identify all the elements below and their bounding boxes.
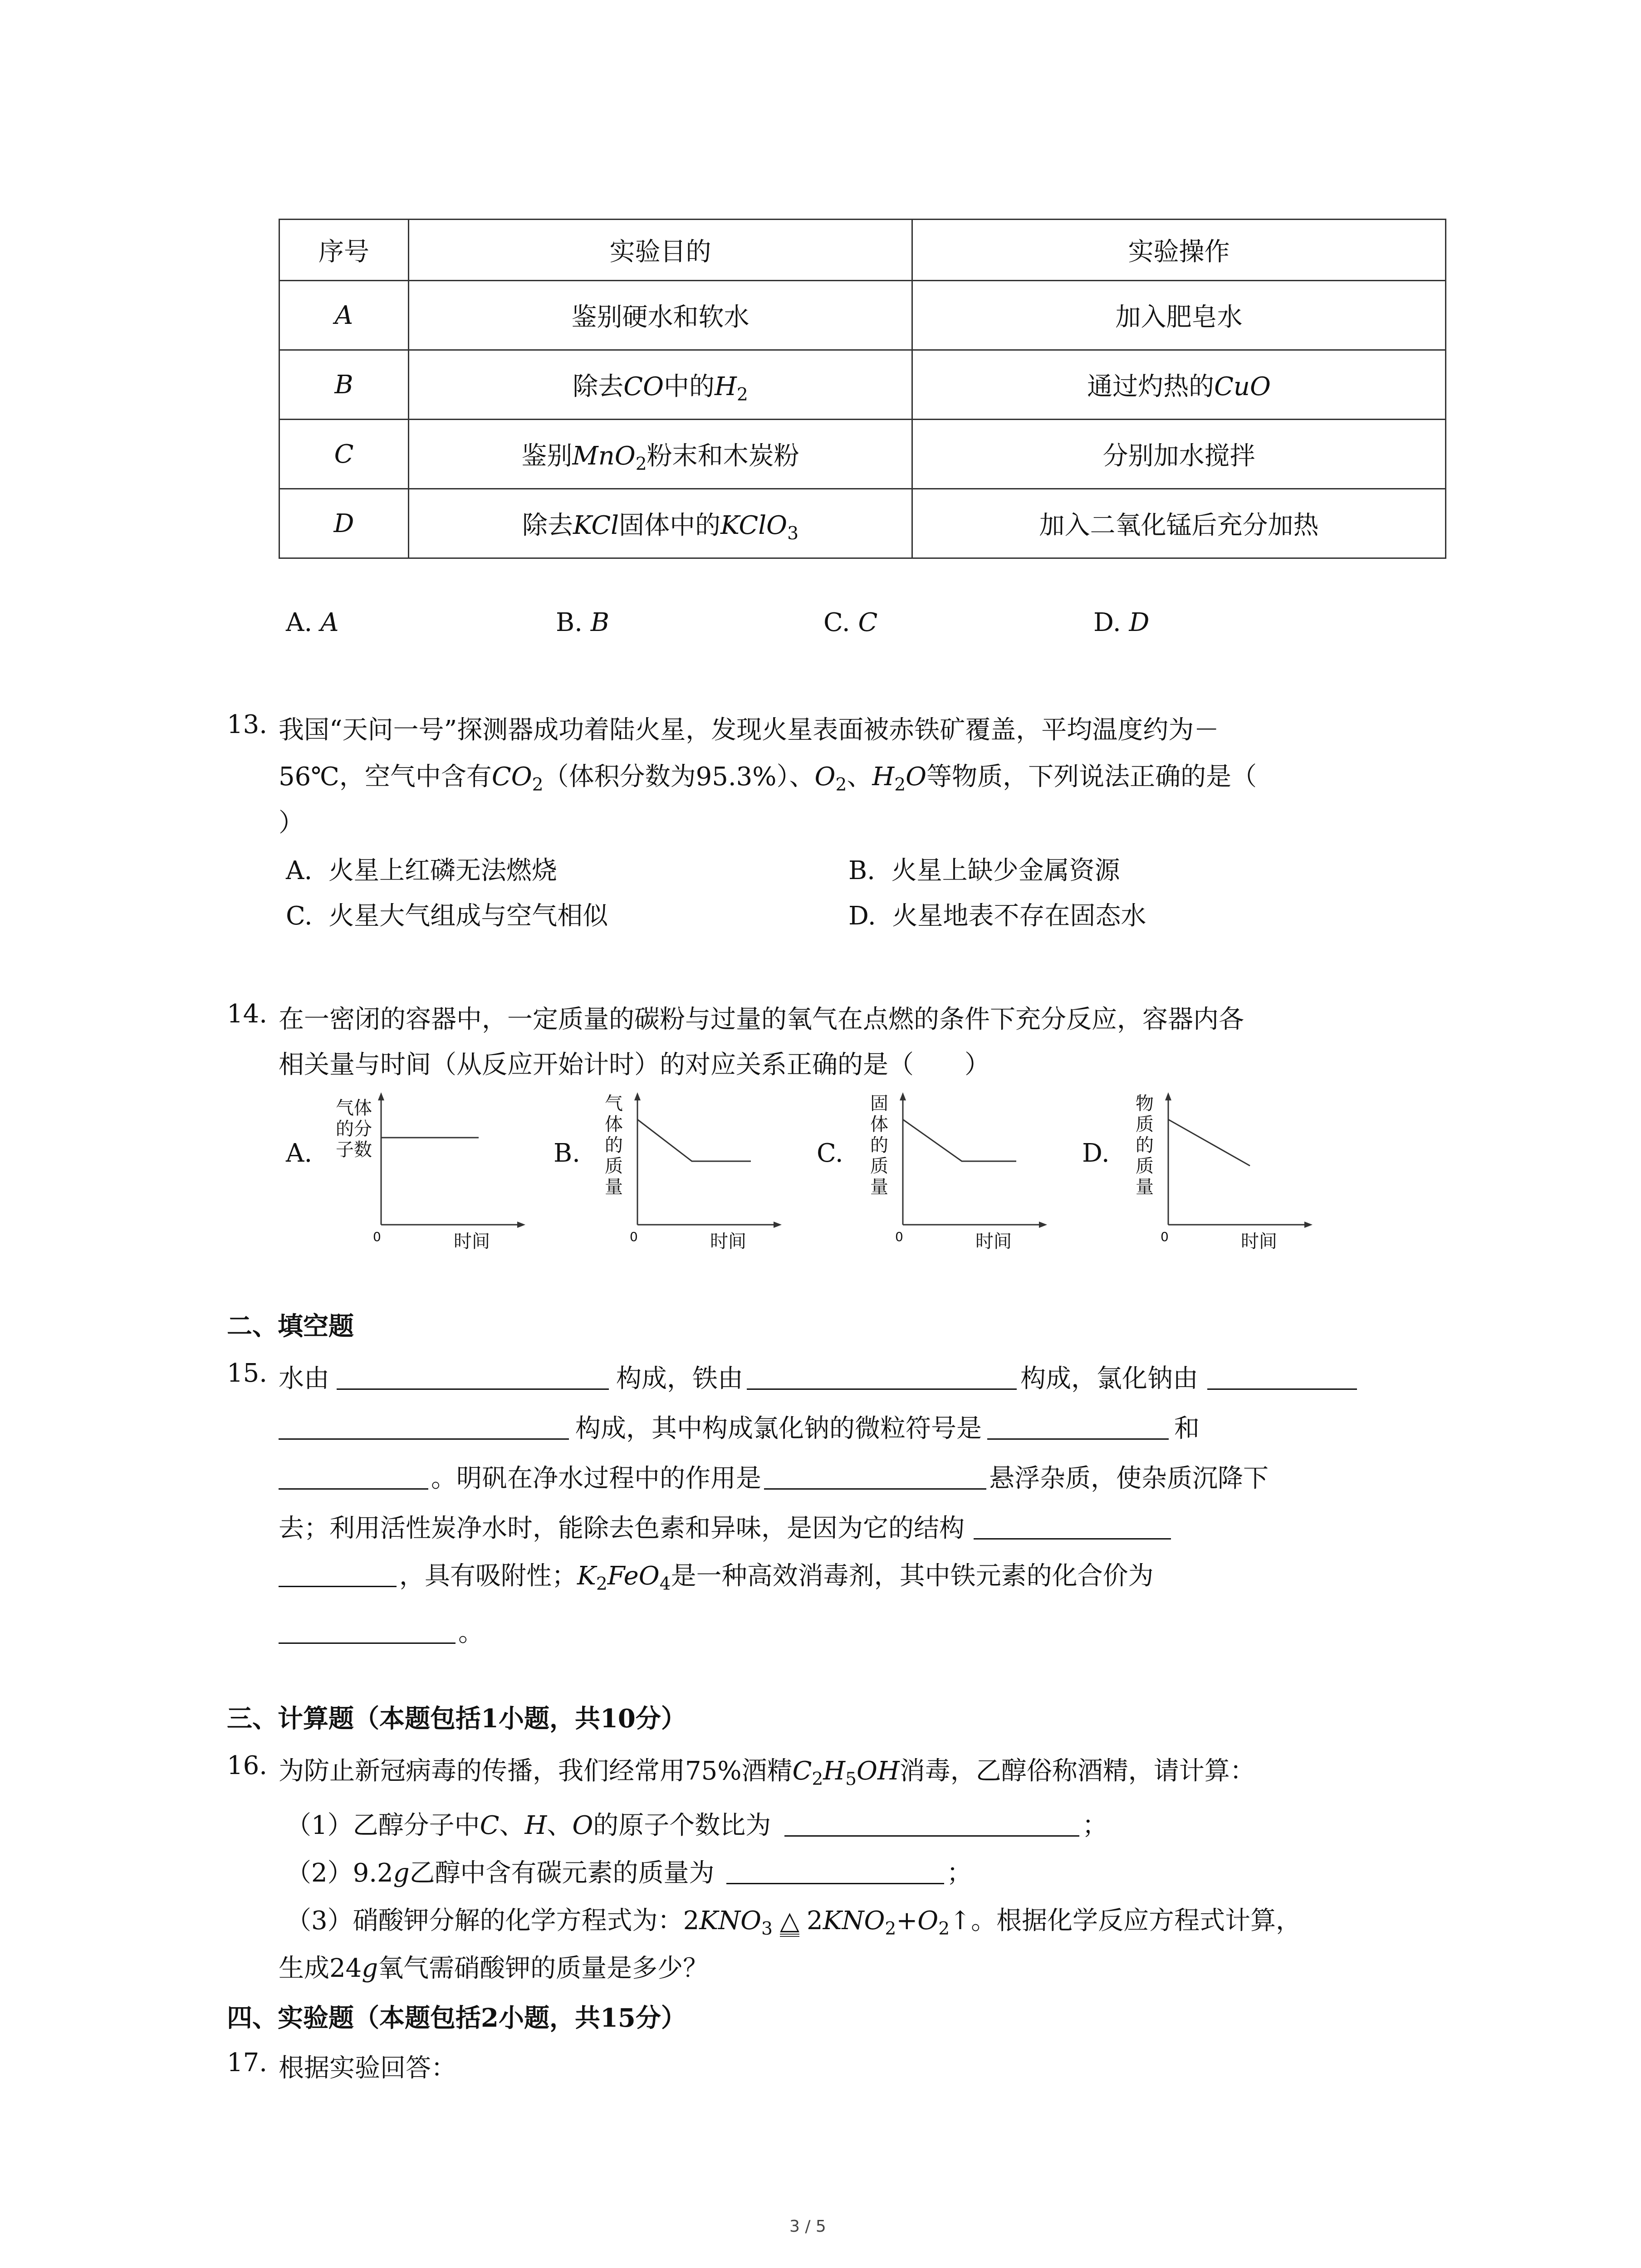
text: 固体中的 <box>619 511 721 540</box>
option-label: A. <box>286 608 313 637</box>
text: （1）乙醇分子中 <box>286 1811 480 1840</box>
answer-blank[interactable] <box>764 1463 986 1490</box>
option-value: D <box>1129 608 1150 637</box>
answer-blank[interactable] <box>726 1857 944 1884</box>
formula: KCl <box>573 511 619 540</box>
x-axis-arrow <box>774 1222 782 1228</box>
text: ； <box>1082 1811 1108 1840</box>
x-axis-arrow <box>517 1222 525 1228</box>
text: 构成，氯化钠由 <box>1020 1364 1198 1393</box>
q13-option-d <box>848 896 1146 932</box>
text: 。根据化学反应方程式计算， <box>971 1906 1302 1936</box>
text: ，具有吸附性； <box>399 1561 577 1591</box>
option-text: 火星大气组成与空气相似 <box>328 901 608 931</box>
text: 水由 <box>279 1364 329 1393</box>
subscript: 2 <box>532 774 544 795</box>
table-cell-operation: 加入二氧化锰后充分加热 <box>912 489 1446 558</box>
option-label: C. <box>286 901 313 931</box>
answer-blank[interactable] <box>279 1560 397 1587</box>
subscript: 2 <box>596 1574 607 1594</box>
text: （2）9.2 <box>286 1858 393 1888</box>
x-axis-arrow <box>1304 1222 1313 1228</box>
formula: CuO <box>1214 372 1271 401</box>
text: 除去 <box>522 511 573 540</box>
subscript: 2 <box>635 454 647 474</box>
y-axis-arrow <box>1165 1092 1171 1100</box>
q14-line2: 相关量与时间（从反应开始计时）的对应关系正确的是（ ） <box>279 1050 990 1080</box>
text: 构成，其中构成氯化钠的微粒符号是 <box>575 1414 982 1443</box>
text: 粉末和木炭粉 <box>647 441 799 471</box>
graph-d-xlabel: 时间 <box>1241 1231 1277 1252</box>
option-text: 火星地表不存在固态水 <box>892 901 1146 931</box>
subscript: 2 <box>736 384 748 405</box>
q13-line1: 我国“天问一号”探测器成功着陆火星，发现火星表面被赤铁矿覆盖，平均温度约为－ <box>279 715 1220 745</box>
table-header-cell: 实验操作 <box>912 220 1446 281</box>
q16-number: 16. <box>227 1751 268 1780</box>
subscript: 3 <box>787 523 799 544</box>
formula: FeO <box>607 1561 660 1591</box>
ylabel-line: 量 <box>605 1177 623 1198</box>
q13-option-c <box>286 896 608 932</box>
text: 和 <box>1174 1414 1200 1443</box>
table-cell-purpose <box>409 350 912 420</box>
formula: H <box>823 1756 846 1786</box>
graph-d-origin: 0 <box>1161 1229 1169 1244</box>
formula: O <box>917 1906 939 1936</box>
graph-d-label: D. <box>1082 1139 1110 1168</box>
q15-line4 <box>279 1508 1171 1545</box>
q13-option-a <box>286 850 557 887</box>
graph-b-xlabel: 时间 <box>710 1231 746 1252</box>
graph-b-origin: 0 <box>630 1229 638 1244</box>
text: 、 <box>547 1811 573 1840</box>
ylabel-line: 的 <box>1136 1135 1154 1156</box>
graph-b-plot <box>594 1089 794 1247</box>
answer-blank[interactable] <box>279 1463 428 1490</box>
q14-line1: 在一密闭的容器中，一定质量的碳粉与过量的氧气在点燃的条件下充分反应，容器内各 <box>279 1005 1244 1034</box>
y-axis-arrow <box>900 1092 906 1100</box>
formula: H <box>714 372 737 401</box>
table-cell-id: A <box>279 281 409 350</box>
q15-line2 <box>279 1408 1200 1445</box>
q16-sub3 <box>286 1901 1301 1937</box>
text: 除去 <box>573 372 624 401</box>
option-label: D. <box>1093 608 1121 637</box>
graph-a-plot <box>336 1089 535 1247</box>
formula: C <box>792 1756 812 1786</box>
formula: KNO <box>823 1906 885 1936</box>
option-value: B <box>590 608 609 637</box>
answer-blank[interactable] <box>279 1617 456 1644</box>
graph-d <box>1125 1089 1325 1252</box>
ylabel-line: 质 <box>605 1156 623 1177</box>
q17-number: 17. <box>227 2048 268 2077</box>
q15-line6 <box>279 1613 484 1649</box>
text: 鉴别 <box>521 441 573 471</box>
data-curve <box>637 1119 751 1161</box>
option-text: 火星上缺少金属资源 <box>891 856 1120 885</box>
option-label: B. <box>556 608 583 637</box>
text: （体积分数为 <box>543 762 696 792</box>
text: 通过灼热的 <box>1087 372 1215 401</box>
text: 构成，铁由 <box>616 1364 743 1393</box>
answer-blank[interactable] <box>987 1413 1169 1440</box>
text: ； <box>946 1858 972 1888</box>
page-number: 3 / 5 <box>789 2217 826 2236</box>
graph-a-origin: 0 <box>373 1229 381 1244</box>
y-axis-arrow <box>634 1092 641 1100</box>
q17-text: 根据实验回答： <box>279 2053 456 2083</box>
data-curve <box>1168 1119 1250 1166</box>
triangle-icon: △ <box>779 1906 800 1936</box>
q16-sub2 <box>286 1853 972 1889</box>
subscript: 4 <box>659 1574 671 1594</box>
answer-blank[interactable] <box>784 1810 1079 1837</box>
text: 等物质，下列说法正确的是（ <box>926 762 1257 792</box>
q12-option-b <box>556 608 609 637</box>
ylabel-line: 物 <box>1136 1093 1154 1114</box>
q15-number: 15. <box>227 1359 268 1388</box>
formula: C <box>480 1811 500 1840</box>
section-heading: 二、填空题 <box>227 1311 354 1341</box>
graph-c <box>860 1089 1059 1252</box>
ylabel-line: 体 <box>605 1114 623 1135</box>
text: 56℃，空气中含有 <box>279 762 492 792</box>
formula: O <box>814 762 836 792</box>
subscript: 2 <box>885 1918 896 1939</box>
text: 去；利用活性炭净水时，能除去色素和异味，是因为它的结构 <box>279 1514 965 1543</box>
option-label: C. <box>823 608 850 637</box>
table-cell-purpose <box>409 420 912 489</box>
graph-a-label: A. <box>286 1139 313 1168</box>
section-heading: 三、计算题（本题包括1小题，共10分） <box>227 1704 686 1734</box>
text: + <box>896 1906 918 1936</box>
ylabel-line: 气体 <box>336 1098 372 1119</box>
q15-line5 <box>279 1556 1154 1592</box>
subscript: 2 <box>938 1918 950 1939</box>
text: 。明矾在净水过程中的作用是 <box>431 1464 761 1493</box>
table-row <box>279 350 1446 420</box>
answer-blank[interactable] <box>1207 1363 1357 1390</box>
section-heading: 四、实验题（本题包括2小题，共15分） <box>227 2003 686 2033</box>
x-axis-arrow <box>1039 1222 1047 1228</box>
answer-blank[interactable] <box>337 1363 609 1390</box>
graph-c-plot <box>860 1089 1059 1247</box>
text: 为防止新冠病毒的传播，我们经常用75%酒精 <box>279 1756 793 1786</box>
table-row <box>279 281 1446 350</box>
subscript: 3 <box>761 1918 773 1939</box>
table-cell-operation <box>912 350 1446 420</box>
unit: g <box>362 1954 378 1983</box>
q15-line3 <box>279 1458 1269 1495</box>
ylabel-line: 质 <box>870 1156 888 1177</box>
q16-sub3-line2 <box>279 1948 708 1984</box>
formula: H <box>524 1811 547 1840</box>
ylabel-line: 质 <box>1136 1114 1154 1135</box>
unit: g <box>393 1858 410 1888</box>
text: （3）硝酸钾分解的化学方程式为：2 <box>286 1906 700 1936</box>
formula: MnO <box>572 441 636 471</box>
table-cell-id: B <box>279 350 409 420</box>
formula: CO <box>623 372 664 401</box>
graph-c-origin: 0 <box>895 1229 903 1244</box>
formula: CO <box>491 762 532 792</box>
heat-condition <box>780 1908 799 1937</box>
q13-option-b <box>848 850 1120 887</box>
text: 95.3% <box>696 762 777 792</box>
ylabel-line: 气 <box>605 1093 623 1114</box>
graph-c-label: C. <box>817 1139 843 1168</box>
q13-line2 <box>279 757 1257 793</box>
table-cell-id: C <box>279 420 409 489</box>
ylabel-line: 子数 <box>336 1139 372 1160</box>
graph-a-xlabel: 时间 <box>454 1231 490 1252</box>
answer-blank[interactable] <box>279 1413 569 1440</box>
graph-b <box>594 1089 794 1252</box>
table-cell-operation: 加入肥皂水 <box>912 281 1446 350</box>
q12-option-a <box>286 608 339 637</box>
table-cell-id: D <box>279 489 409 558</box>
q14-number: 14. <box>227 999 268 1029</box>
q16-line1 <box>279 1751 1255 1787</box>
text: 消毒，乙醇俗称酒精，请计算： <box>899 1756 1255 1786</box>
text: 。 <box>458 1618 484 1647</box>
text: 的原子个数比为 <box>593 1811 771 1840</box>
formula: H <box>872 762 895 792</box>
answer-blank[interactable] <box>747 1363 1017 1390</box>
ylabel-line: 体 <box>870 1114 888 1135</box>
text: 、 <box>847 762 872 792</box>
formula: O <box>572 1811 593 1840</box>
table-header-cell: 实验目的 <box>409 220 912 281</box>
formula: K <box>577 1561 596 1591</box>
formula: O <box>906 762 927 792</box>
ylabel-line: 固 <box>870 1093 888 1114</box>
text: 是一种高效消毒剂，其中铁元素的化合价为 <box>671 1561 1154 1591</box>
text: 中的 <box>663 372 715 401</box>
subscript: 5 <box>845 1769 857 1789</box>
option-label: A. <box>286 856 313 885</box>
q13-number: 13. <box>227 710 268 739</box>
experiment-table <box>279 219 1446 559</box>
ylabel-line: 质 <box>1136 1156 1154 1177</box>
q13-line3: ） <box>279 808 304 838</box>
text: 氧气需硝酸钾的质量是多少？ <box>378 1954 709 1983</box>
option-label: D. <box>848 901 876 931</box>
table-row <box>279 489 1446 558</box>
text: 、 <box>499 1811 525 1840</box>
ylabel-line: 的分 <box>336 1119 372 1139</box>
q12-option-d <box>1093 608 1149 637</box>
answer-blank[interactable] <box>974 1513 1171 1540</box>
ylabel-line: 的 <box>870 1135 888 1156</box>
table-cell-operation: 分别加水搅拌 <box>912 420 1446 489</box>
formula: KClO <box>720 511 788 540</box>
graph-a <box>336 1089 535 1252</box>
table-header-cell: 序号 <box>279 220 409 281</box>
option-value: A <box>320 608 339 637</box>
subscript: 2 <box>812 1769 823 1789</box>
text: 悬浮杂质，使杂质沉降下 <box>989 1464 1269 1493</box>
up-arrow-icon: ↑ <box>950 1906 971 1936</box>
graph-b-label: B. <box>554 1139 580 1168</box>
graph-c-xlabel: 时间 <box>975 1231 1012 1252</box>
text: 乙醇中含有碳元素的质量为 <box>409 1858 715 1888</box>
formula: KNO <box>699 1906 762 1936</box>
y-axis-arrow <box>378 1092 384 1100</box>
ylabel-line: 量 <box>1136 1177 1154 1198</box>
text: ）、 <box>776 762 815 792</box>
table-header-row <box>279 220 1446 281</box>
q12-option-c <box>823 608 877 637</box>
subscript: 2 <box>894 774 906 795</box>
q15-line1 <box>279 1359 1357 1395</box>
ylabel-line: 量 <box>870 1177 888 1198</box>
table-cell-purpose: 鉴别硬水和软水 <box>409 281 912 350</box>
q16-sub1 <box>286 1805 1107 1842</box>
text: 2 <box>807 1906 823 1936</box>
option-value: C <box>858 608 878 637</box>
text: 生成24 <box>279 1954 362 1983</box>
table-cell-purpose <box>409 489 912 558</box>
option-label: B. <box>848 856 875 885</box>
formula: OH <box>857 1756 900 1786</box>
option-text: 火星上红磷无法燃烧 <box>328 856 557 885</box>
graph-d-plot <box>1125 1089 1325 1247</box>
subscript: 2 <box>835 774 847 795</box>
data-curve <box>903 1119 1016 1161</box>
ylabel-line: 的 <box>605 1135 623 1156</box>
table-row <box>279 420 1446 489</box>
